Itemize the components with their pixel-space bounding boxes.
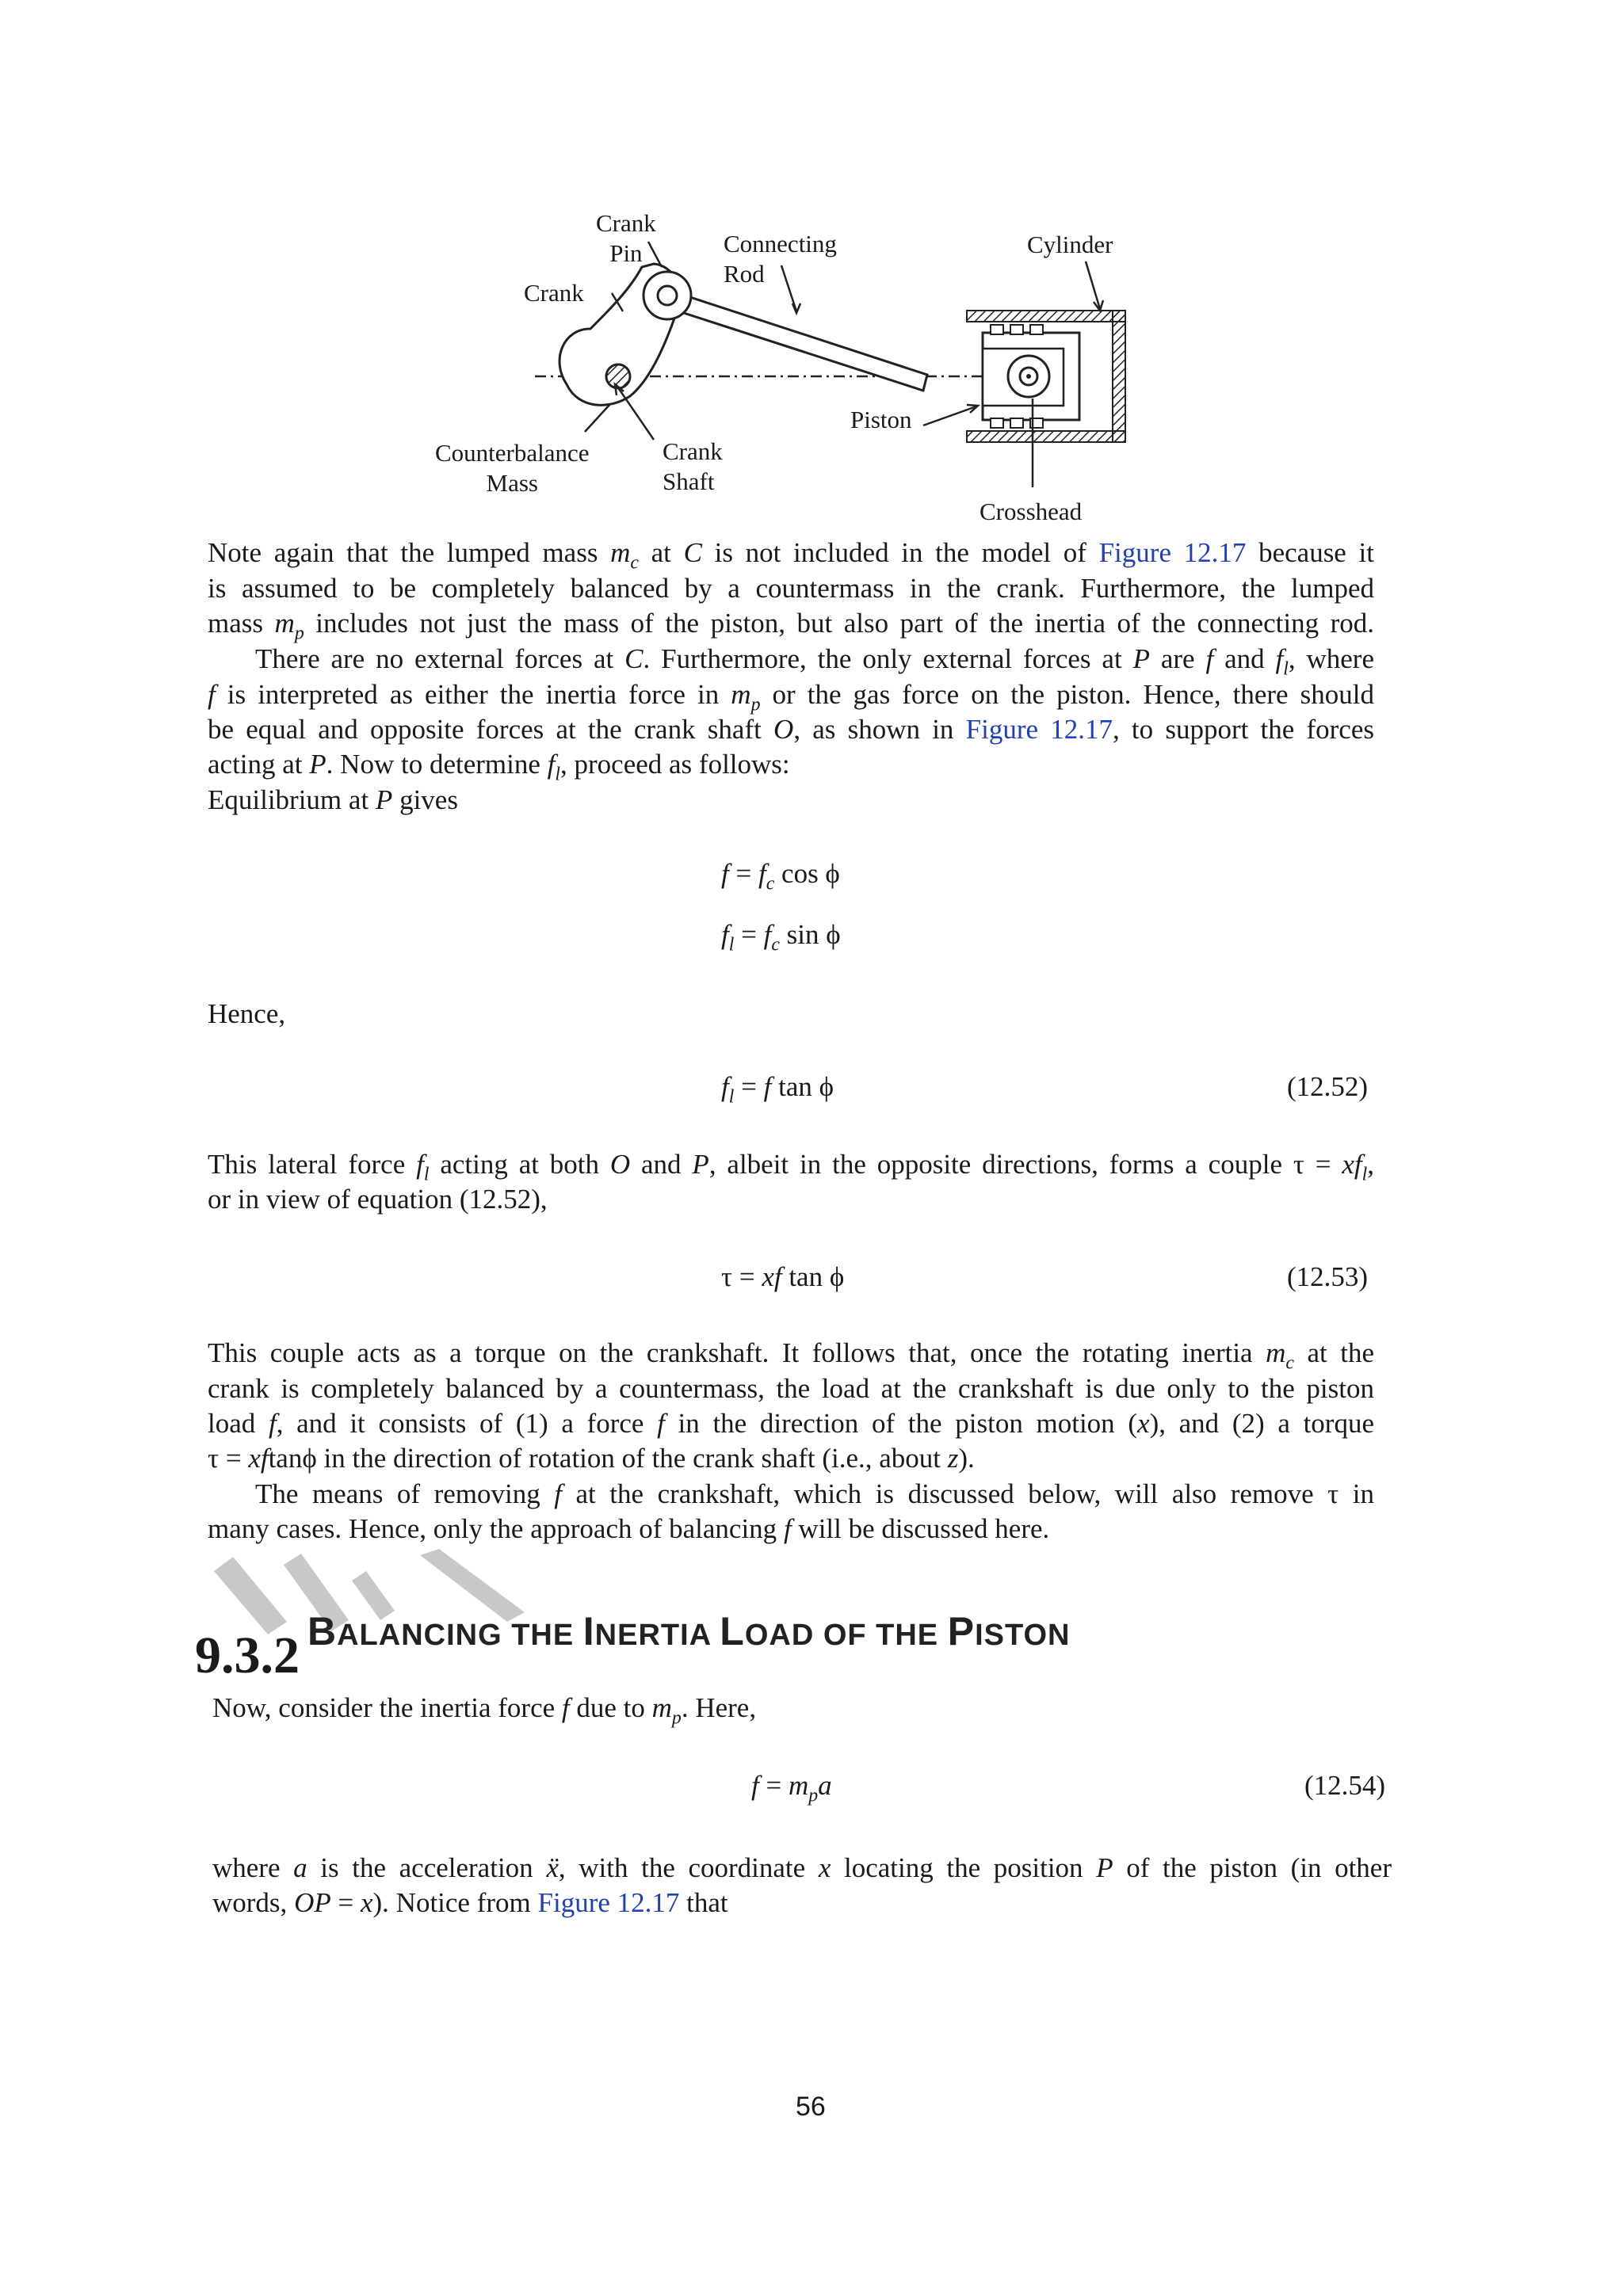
equation-number-12-53: (12.53)	[1287, 1261, 1369, 1292]
paragraph-3-end: or in view of equation (12.52),	[208, 1184, 548, 1215]
label-piston: Piston	[850, 406, 912, 433]
paragraph-4: This couple acts as a torque on the crankshaft. It follows that, once the rotating inertia $m_c$ at the crank is completely balanced by a countermass, the load at the crankshaft is due only to the piston load f, and it consists of (1) a force f in the direction of the piston motion (x), and (2) a torque	[208, 1337, 1374, 1439]
paragraph-6: Now, consider the inertia force f due to $m_p$. Here,	[212, 1692, 757, 1729]
label-crank: Crank	[524, 279, 584, 307]
paragraph-3: This lateral force $f_l$ acting at both O and P, albeit in the opposite directions, forms a couple $\tau = xf_l$,	[208, 1149, 1374, 1185]
paragraph-2: There are no external forces at C. Furthermore, the only external forces at P are f and $f_l$, where f is interpreted as either the inertia force in $m_p$ or the gas force on the piston. Hence, there should be equal and opposite forces at the crank shaft O, as shown in Figure 12.17, to support the forces	[208, 643, 1374, 745]
label-crosshead: Crosshead	[980, 498, 1083, 525]
paragraph-1: Note again that the lumped mass $m_c$ at C is not included in the model of Figure 12.17 because it is assumed to be completely balanced by a countermass in the crank. Furthermore, the lumped mass $m_p$ includes not just the mass of the piston, but also part of the inertia of the connecting rod.	[208, 537, 1375, 644]
equation-12-53: τ = xf tan ϕ	[721, 1261, 845, 1292]
figure-link[interactable]: Figure 12.17	[537, 1887, 680, 1918]
paragraph-5: The means of removing f at the crankshaft, which is discussed below, will also remove τ in	[255, 1478, 1374, 1509]
section-title: BALANCING THE INERTIA LOAD OF THE PISTON	[307, 1609, 1071, 1653]
paragraph-7: where a is the acceleration ẍ, with the coordinate x locating the position P of the piston (in other	[212, 1852, 1392, 1883]
label-cylinder: Cylinder	[1027, 231, 1113, 258]
equation-12-54: $f = m_pa$	[751, 1770, 832, 1806]
label-crank-shaft: Crank Shaft	[663, 437, 723, 495]
label-counterbalance-mass: Counterbalance Mass	[435, 439, 590, 497]
paragraph-2-end: acting at P. Now to determine $f_l$, proceed as follows: Equilibrium at P gives	[208, 749, 790, 815]
paragraph-7-end: words, OP = x). Notice from Figure 12.17 that	[212, 1887, 728, 1918]
label-crank-pin: Crank Pin	[596, 209, 656, 267]
paragraph-5-end: many cases. Hence, only the approach of balancing f will be discussed here.	[208, 1513, 1050, 1544]
section-number: 9.3.2	[195, 1627, 300, 1684]
equation-number-12-54: (12.54)	[1304, 1770, 1386, 1801]
hence-text: Hence,	[208, 998, 286, 1029]
crank-shaft	[606, 364, 630, 388]
equation-12-52: $f_l = f$ tan ϕ	[721, 1071, 834, 1108]
label-connecting-rod: Connecting Rod	[724, 230, 837, 288]
equation-fl-sin: $f_l = f_c$ sin ϕ	[721, 919, 841, 955]
paragraph-4-end: τ = xftanϕ in the direction of rotation of the crank shaft (i.e., about z).	[208, 1443, 975, 1474]
equation-number-12-52: (12.52)	[1287, 1071, 1369, 1102]
figure-link[interactable]: Figure 12.17	[965, 714, 1113, 745]
equation-f-cos: $f = f_c$ cos ϕ	[721, 858, 840, 894]
page-number: 56	[796, 2092, 826, 2122]
figure-link[interactable]: Figure 12.17	[1098, 537, 1247, 568]
